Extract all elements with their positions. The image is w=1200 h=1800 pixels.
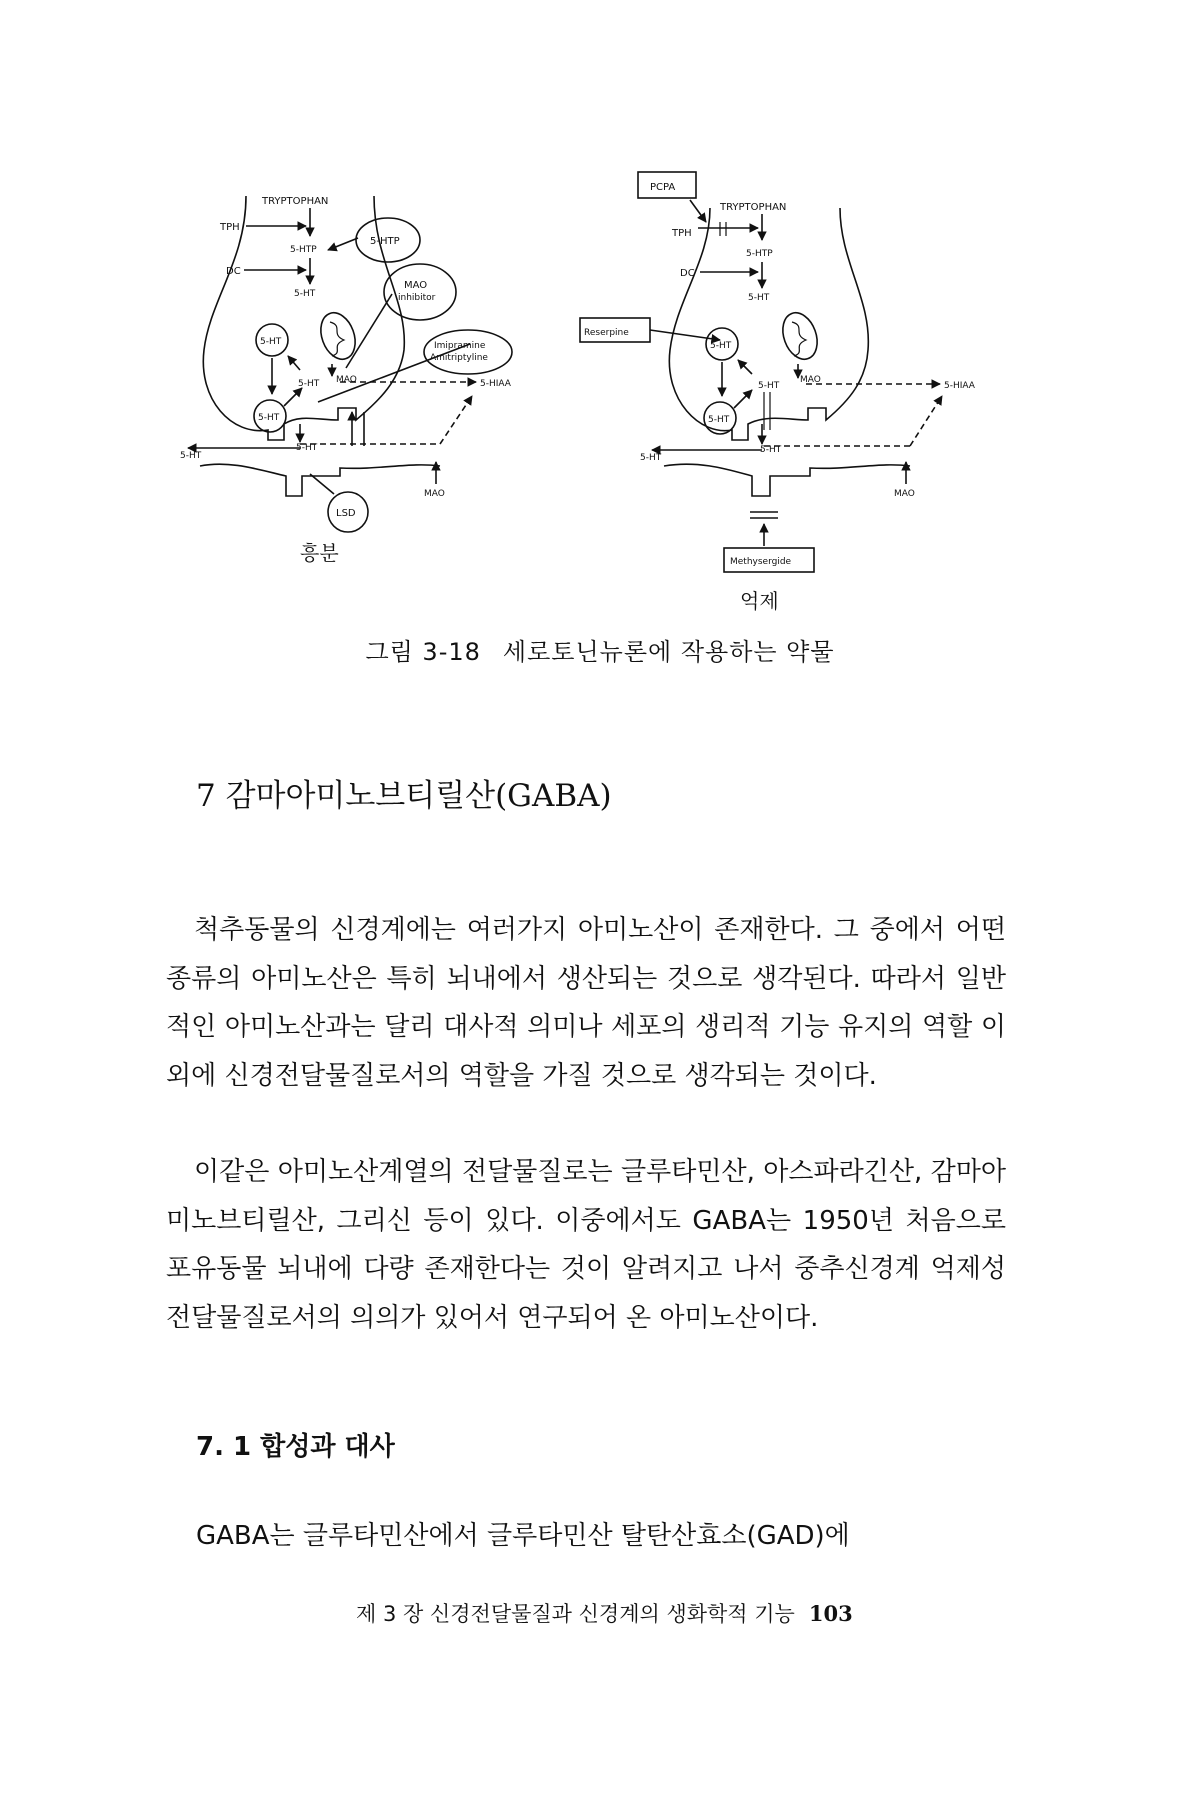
- left-5ht-path-label: 5-HT: [294, 289, 316, 299]
- left-vesicle-top-label: 5-HT: [260, 337, 282, 347]
- right-neuron-panel: [580, 172, 976, 613]
- right-5htp-path-label: 5-HTP: [746, 249, 773, 259]
- left-outside-5ht-label: 5-HT: [180, 451, 202, 461]
- right-cleft-5ht-label: 5-HT: [760, 445, 782, 455]
- paragraph-1: [166, 906, 1006, 1100]
- paragraph-2-text: 이같은 아미노산계열의 전달물질로는 글루타민산, 아스파라긴산, 감마아미노브티릴산, 그리신 등이 있다. 이중에서도 GABA는 1950년 처음으로 포유동물 뇌내에 다량 존재한다는 것이 알려지고 나서 중추신경계 억제성 전달물질로서의 의의가 있어서 연구되어 온 아미노산이다.: [166, 1157, 1006, 1333]
- right-vesicle-top-label: 5-HT: [710, 341, 732, 351]
- right-mao-outer-label: MAO: [894, 489, 915, 499]
- right-outside-5ht-label: 5-HT: [640, 453, 662, 463]
- paragraph-3-text: GABA는 글루타민산에서 글루타민산 탈탄산효소(GAD)에: [196, 1521, 850, 1551]
- left-dc-label: DC: [226, 266, 241, 277]
- figure-caption: [0, 632, 1200, 667]
- subsection-title: 7. 1 합성과 대사: [196, 1432, 395, 1462]
- left-5hiaa-label: 5-HIAA: [480, 379, 511, 389]
- right-tryptophan-label: TRYPTOPHAN: [720, 202, 787, 213]
- left-imipramine-label: Imipramine: [434, 341, 486, 351]
- section-title: 7 감마아미노브티릴산(GABA): [196, 778, 612, 814]
- right-pcpa-label: PCPA: [650, 182, 676, 193]
- footer-chapter: 제 3 장 신경전달물질과 신경계의 생화학적 기능: [356, 1602, 795, 1626]
- left-amitriptyline-label: Amitriptyline: [430, 353, 488, 363]
- right-mood-label: 억제: [740, 589, 779, 613]
- left-postsynaptic-membrane: [200, 464, 440, 496]
- paragraph-1-text: 척추동물의 신경계에는 여러가지 아미노산이 존재한다. 그 중에서 어떤 종류의 아미노산은 특히 뇌내에서 생산되는 것으로 생각된다. 따라서 일반적인 아미노산과는 달리 대사적 의미나 세포의 생리적 기능 유지의 역할 이외에 신경전달물질로서의 역할을 가질 것으로 생각되는 것이다.: [166, 915, 1006, 1091]
- right-free-5ht-label: 5-HT: [758, 381, 780, 391]
- right-dc-label: DC: [680, 268, 695, 279]
- right-tph-label: TPH: [672, 228, 692, 239]
- left-tryptophan-label: TRYPTOPHAN: [262, 196, 329, 207]
- left-neuron-panel: [180, 196, 512, 565]
- right-postsynaptic-membrane: [664, 464, 910, 496]
- right-neuron-outline: [669, 208, 868, 440]
- page-number: 103: [808, 1601, 853, 1626]
- left-mao-inner-label: MAO: [336, 375, 357, 385]
- right-methysergide-label: Methysergide: [730, 557, 792, 567]
- right-vesicle-bottom-label: 5-HT: [708, 415, 730, 425]
- left-5htp-path-label: 5-HTP: [290, 245, 317, 255]
- serotonin-neuron-diagram: [0, 0, 1200, 720]
- left-vesicle-bottom-label: 5-HT: [258, 413, 280, 423]
- figure-caption-text: 세로토닌뉴론에 작용하는 약물: [502, 638, 835, 666]
- left-cleft-5ht-label: 5-HT: [296, 443, 318, 453]
- paragraph-2: [166, 1148, 1006, 1342]
- figure-3-18: [0, 0, 1200, 720]
- figure-caption-number: 그림 3-18: [365, 638, 481, 666]
- left-mao-inhibitor-label-2: inhibitor: [398, 293, 436, 303]
- left-5htp-drug-label: 5-HTP: [370, 236, 400, 247]
- left-lsd-label: LSD: [336, 508, 356, 519]
- right-5ht-path-label: 5-HT: [748, 293, 770, 303]
- right-5hiaa-label: 5-HIAA: [944, 381, 975, 391]
- page-footer: [356, 1598, 853, 1628]
- paragraph-3: [196, 1512, 1076, 1561]
- left-tph-label: TPH: [220, 222, 240, 233]
- right-reserpine-label: Reserpine: [584, 328, 629, 338]
- left-mao-inhibitor-label-1: MAO: [404, 280, 428, 291]
- left-free-5ht-label: 5-HT: [298, 379, 320, 389]
- left-mao-outer-label: MAO: [424, 489, 445, 499]
- right-mao-inner-label: MAO: [800, 375, 821, 385]
- left-mood-label: 흥분: [300, 541, 339, 565]
